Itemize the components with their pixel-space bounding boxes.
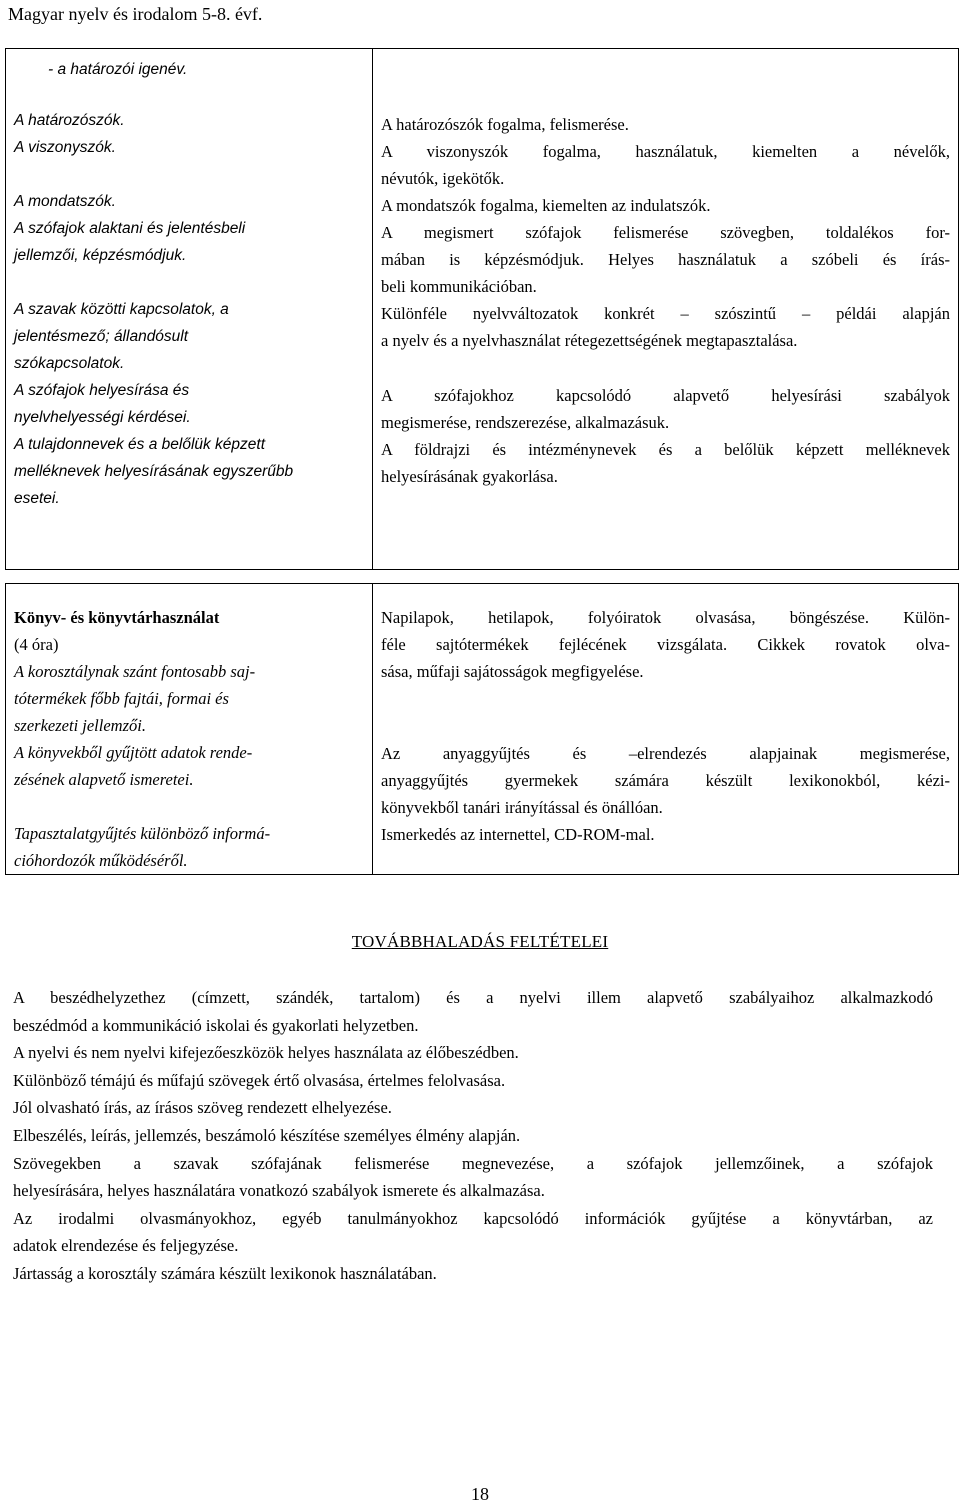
activity-line: sása, műfaji sajátosságok megfigyelése. xyxy=(381,662,644,681)
activity-line: beli kommunikációban. xyxy=(381,277,537,296)
activity-line: A földrajzi és intézménynevek és a belőlük képzett melléknevek xyxy=(381,440,950,459)
activity-line: A viszonyszók fogalma, használatuk, kiemelten a névelők, xyxy=(381,142,950,161)
curriculum-table-grammar xyxy=(5,48,959,570)
topic-line: - a határozói igenév. xyxy=(48,61,188,78)
topic-line: nyelvhelyességi kérdései. xyxy=(14,409,191,426)
topic-line: A szófajok alaktani és jelentésbeli xyxy=(14,220,246,237)
topic-line: szókapcsolatok. xyxy=(14,355,125,372)
topic-line: A korosztálynak szánt fontosabb saj- xyxy=(14,662,256,681)
topic-line: A tulajdonnevek és a belőlük képzett xyxy=(14,436,266,453)
requirement-line: Elbeszélés, leírás, jellemzés, beszámoló készítése személyes élmény alapján. xyxy=(13,1125,521,1145)
activity-line: A megismert szófajok felismerése szövegben, toldalékos for- xyxy=(381,223,950,242)
topic-line: melléknevek helyesírásának egyszerűbb xyxy=(14,463,294,480)
activity-line: A szófajokhoz kapcsolódó alapvető helyesírási szabályok xyxy=(381,386,950,405)
requirements-title: TOVÁBBHALADÁS FELTÉTELEI xyxy=(351,932,609,951)
activities-cell xyxy=(373,584,959,875)
requirement-line: helyesírására, helyes használatára vonatkozó szabályok ismerete és alkalmazása. xyxy=(13,1181,545,1201)
curriculum-table-library xyxy=(5,583,959,875)
activity-line: Ismerkedés az internettel, CD-ROM-mal. xyxy=(381,825,655,844)
topic-line: esetei. xyxy=(14,490,60,507)
topic-line: A viszonyszók. xyxy=(14,139,116,156)
topic-line: cióhordozók működéséről. xyxy=(14,851,188,870)
requirement-line: A nyelvi és nem nyelvi kifejezőeszközök helyes használata az élőbeszédben. xyxy=(13,1043,519,1063)
topics-cell xyxy=(6,49,373,570)
activity-line: könyvekből tanári irányítással és önállóan. xyxy=(381,798,663,817)
topics-cell xyxy=(6,584,373,875)
topic-line: A határozószók. xyxy=(14,112,125,129)
topic-line: A szavak közötti kapcsolatok, a xyxy=(14,301,229,318)
topics-list xyxy=(14,49,364,512)
activity-line: anyaggyűjtés gyermekek számára készült lexikonokból, kézi- xyxy=(381,771,950,790)
topic-line: jellemzői, képzésmódjuk. xyxy=(14,247,187,264)
activity-line: Napilapok, hetilapok, folyóiratok olvasása, böngészése. Külön- xyxy=(381,608,950,627)
document-header: Magyar nyelv és irodalom 5-8. évf. xyxy=(8,4,263,24)
activity-line: Az anyaggyűjtés és –elrendezés alapjainak megismerése, xyxy=(381,744,950,763)
activity-line: megismerése, rendszerezése, alkalmazásuk. xyxy=(381,413,670,432)
activity-line: Különféle nyelvváltozatok konkrét – szószintű – példái alapján xyxy=(381,304,950,323)
requirement-line: Jártasság a korosztály számára készült lexikonok használatában. xyxy=(13,1263,437,1283)
requirement-line: Jól olvasható írás, az írásos szöveg rendezett elhelyezése. xyxy=(13,1098,392,1118)
requirement-line: beszédmód a kommunikáció iskolai és gyakorlati helyzetben. xyxy=(13,1015,419,1035)
activity-line: A mondatszók fogalma, kiemelten az indulatszók. xyxy=(381,196,711,215)
requirement-line: adatok elrendezése és feljegyzése. xyxy=(13,1236,239,1256)
activity-line: névutók, igekötők. xyxy=(381,169,505,188)
requirements-list xyxy=(13,984,933,1288)
activity-line: a nyelv és a nyelvhasználat rétegezettségének megtapasztalása. xyxy=(381,331,798,350)
topic-line: szerkezeti jellemzői. xyxy=(14,716,146,735)
requirement-line: Különböző témájú és műfajú szövegek értő olvasása, értelmes felolvasása. xyxy=(13,1070,506,1090)
topic-line: jelentésmező; állandósult xyxy=(14,328,189,345)
topic-line: Tapasztalatgyűjtés különböző informá- xyxy=(14,824,271,843)
activity-line: mában is képzésmódjuk. Helyes használatuk a szóbeli és írás- xyxy=(381,250,950,269)
activities-cell xyxy=(373,49,959,570)
activities-list xyxy=(381,584,950,848)
topic-line: A szófajok helyesírása és xyxy=(14,382,190,399)
topic-line: tótermékek főbb fajtái, formai és xyxy=(14,689,229,708)
topic-line: zésének alapvető ismeretei. xyxy=(14,770,194,789)
page-number: 18 xyxy=(471,1484,489,1504)
activity-line: A határozószók fogalma, felismerése. xyxy=(381,115,629,134)
requirement-line: Az irodalmi olvasmányokhoz, egyéb tanulmányokhoz kapcsolódó információk gyűjtése a könyvtárban, az xyxy=(13,1208,933,1228)
topics-list xyxy=(14,584,364,874)
activities-list xyxy=(381,49,950,490)
topic-line: A mondatszók. xyxy=(14,193,116,210)
topic-line: Könyv- és könyvtárhasználat xyxy=(14,608,220,627)
requirement-line: A beszédhelyzethez (címzett, szándék, tartalom) és a nyelvi illem alapvető szabályaihoz alkalmazkodó xyxy=(13,988,933,1007)
activity-line: helyesírásának gyakorlása. xyxy=(381,467,558,486)
topic-line: (4 óra) xyxy=(14,635,59,654)
topic-line: A könyvekből gyűjtött adatok rende- xyxy=(14,743,253,762)
activity-line: féle sajtótermékek fejlécének vizsgálata. Cikkek rovatok olva- xyxy=(381,635,950,654)
requirement-line: Szövegekben a szavak szófajának felismerése megnevezése, a szófajok jellemzőinek, a szófajok xyxy=(13,1153,933,1173)
